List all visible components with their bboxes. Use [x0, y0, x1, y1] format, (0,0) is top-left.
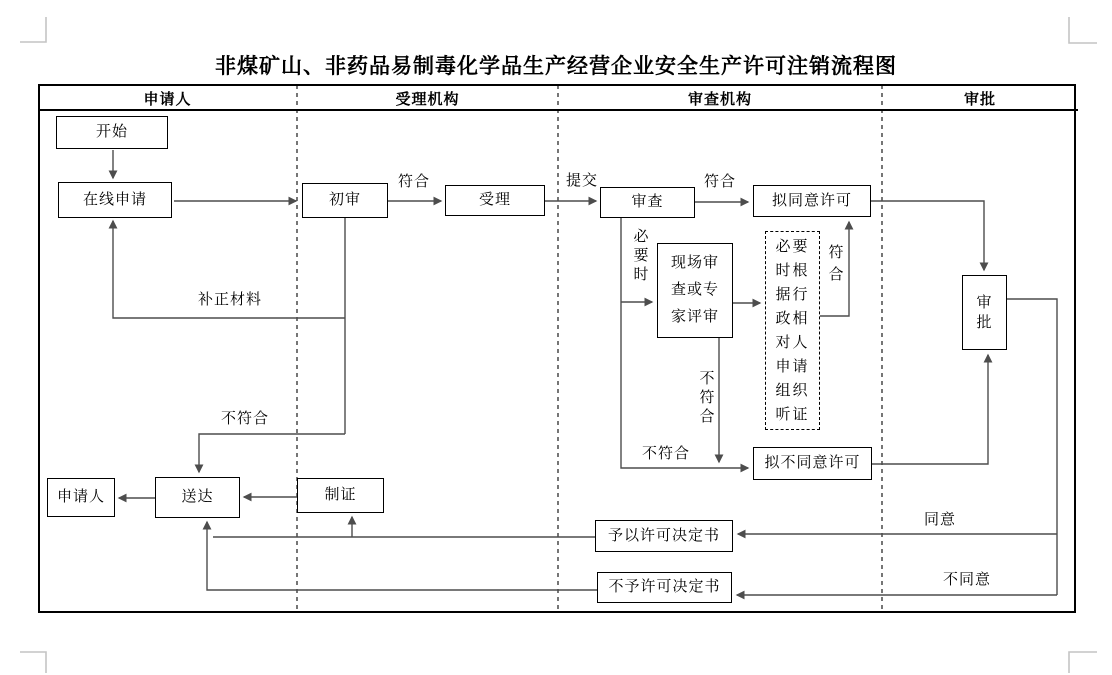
node-propose-approve: 拟同意许可 — [753, 185, 871, 217]
edge-label-submit: 提交 — [565, 173, 598, 189]
node-approve-text: 审批 — [976, 294, 993, 331]
header-separator — [38, 109, 1078, 111]
node-deliver: 送达 — [155, 477, 240, 518]
edge-label-conform-3: 符合 — [828, 245, 845, 283]
lane-header-review-agency: 审查机构 — [687, 92, 752, 108]
edge-label-agree: 同意 — [923, 512, 956, 528]
node-approve — [962, 275, 1007, 350]
crop-mark-top-right — [1069, 17, 1097, 43]
node-hearing — [765, 231, 820, 430]
node-propose-reject: 拟不同意许可 — [753, 447, 872, 480]
node-make-cert: 制证 — [297, 478, 384, 513]
node-permit-decision: 予以许可决定书 — [595, 520, 733, 552]
node-hearing-text: 必要时根据行政相对人申请组织听证 — [775, 238, 810, 423]
lane-header-applicant: 申请人 — [143, 92, 192, 108]
node-online-apply: 在线申请 — [58, 182, 172, 218]
lane-header-approval: 审批 — [963, 92, 996, 108]
crop-mark-top-left — [20, 17, 46, 42]
edge-label-not-conform-2: 不符合 — [641, 446, 690, 462]
node-accept: 受理 — [445, 185, 545, 216]
edge-label-conform-2: 符合 — [703, 174, 736, 190]
flowchart-border — [38, 84, 1076, 613]
crop-mark-bottom-right — [1069, 652, 1097, 673]
node-review: 审查 — [600, 187, 695, 218]
flowchart-title: 非煤矿山、非药品易制毒化学品生产经营企业安全生产许可注销流程图 — [215, 54, 897, 78]
edge-label-conform-1: 符合 — [397, 174, 430, 190]
node-site-review-text: 现场审查或专家评审 — [670, 255, 719, 325]
node-start: 开始 — [56, 116, 168, 149]
edge-label-disagree: 不同意 — [942, 572, 991, 588]
crop-mark-bottom-left — [20, 652, 46, 673]
edge-label-supplement: 补正材料 — [197, 292, 262, 308]
edge-label-not-conform-1: 不符合 — [220, 411, 269, 427]
edge-label-when-necessary: 必要时 — [633, 229, 650, 283]
node-no-permit-decision: 不予许可决定书 — [597, 572, 732, 603]
node-preliminary-review: 初审 — [302, 183, 388, 218]
edge-label-not-conform-3: 不符合 — [699, 371, 716, 425]
node-applicant: 申请人 — [47, 478, 115, 517]
node-site-review — [657, 243, 733, 338]
lane-header-accept-agency: 受理机构 — [395, 92, 460, 108]
